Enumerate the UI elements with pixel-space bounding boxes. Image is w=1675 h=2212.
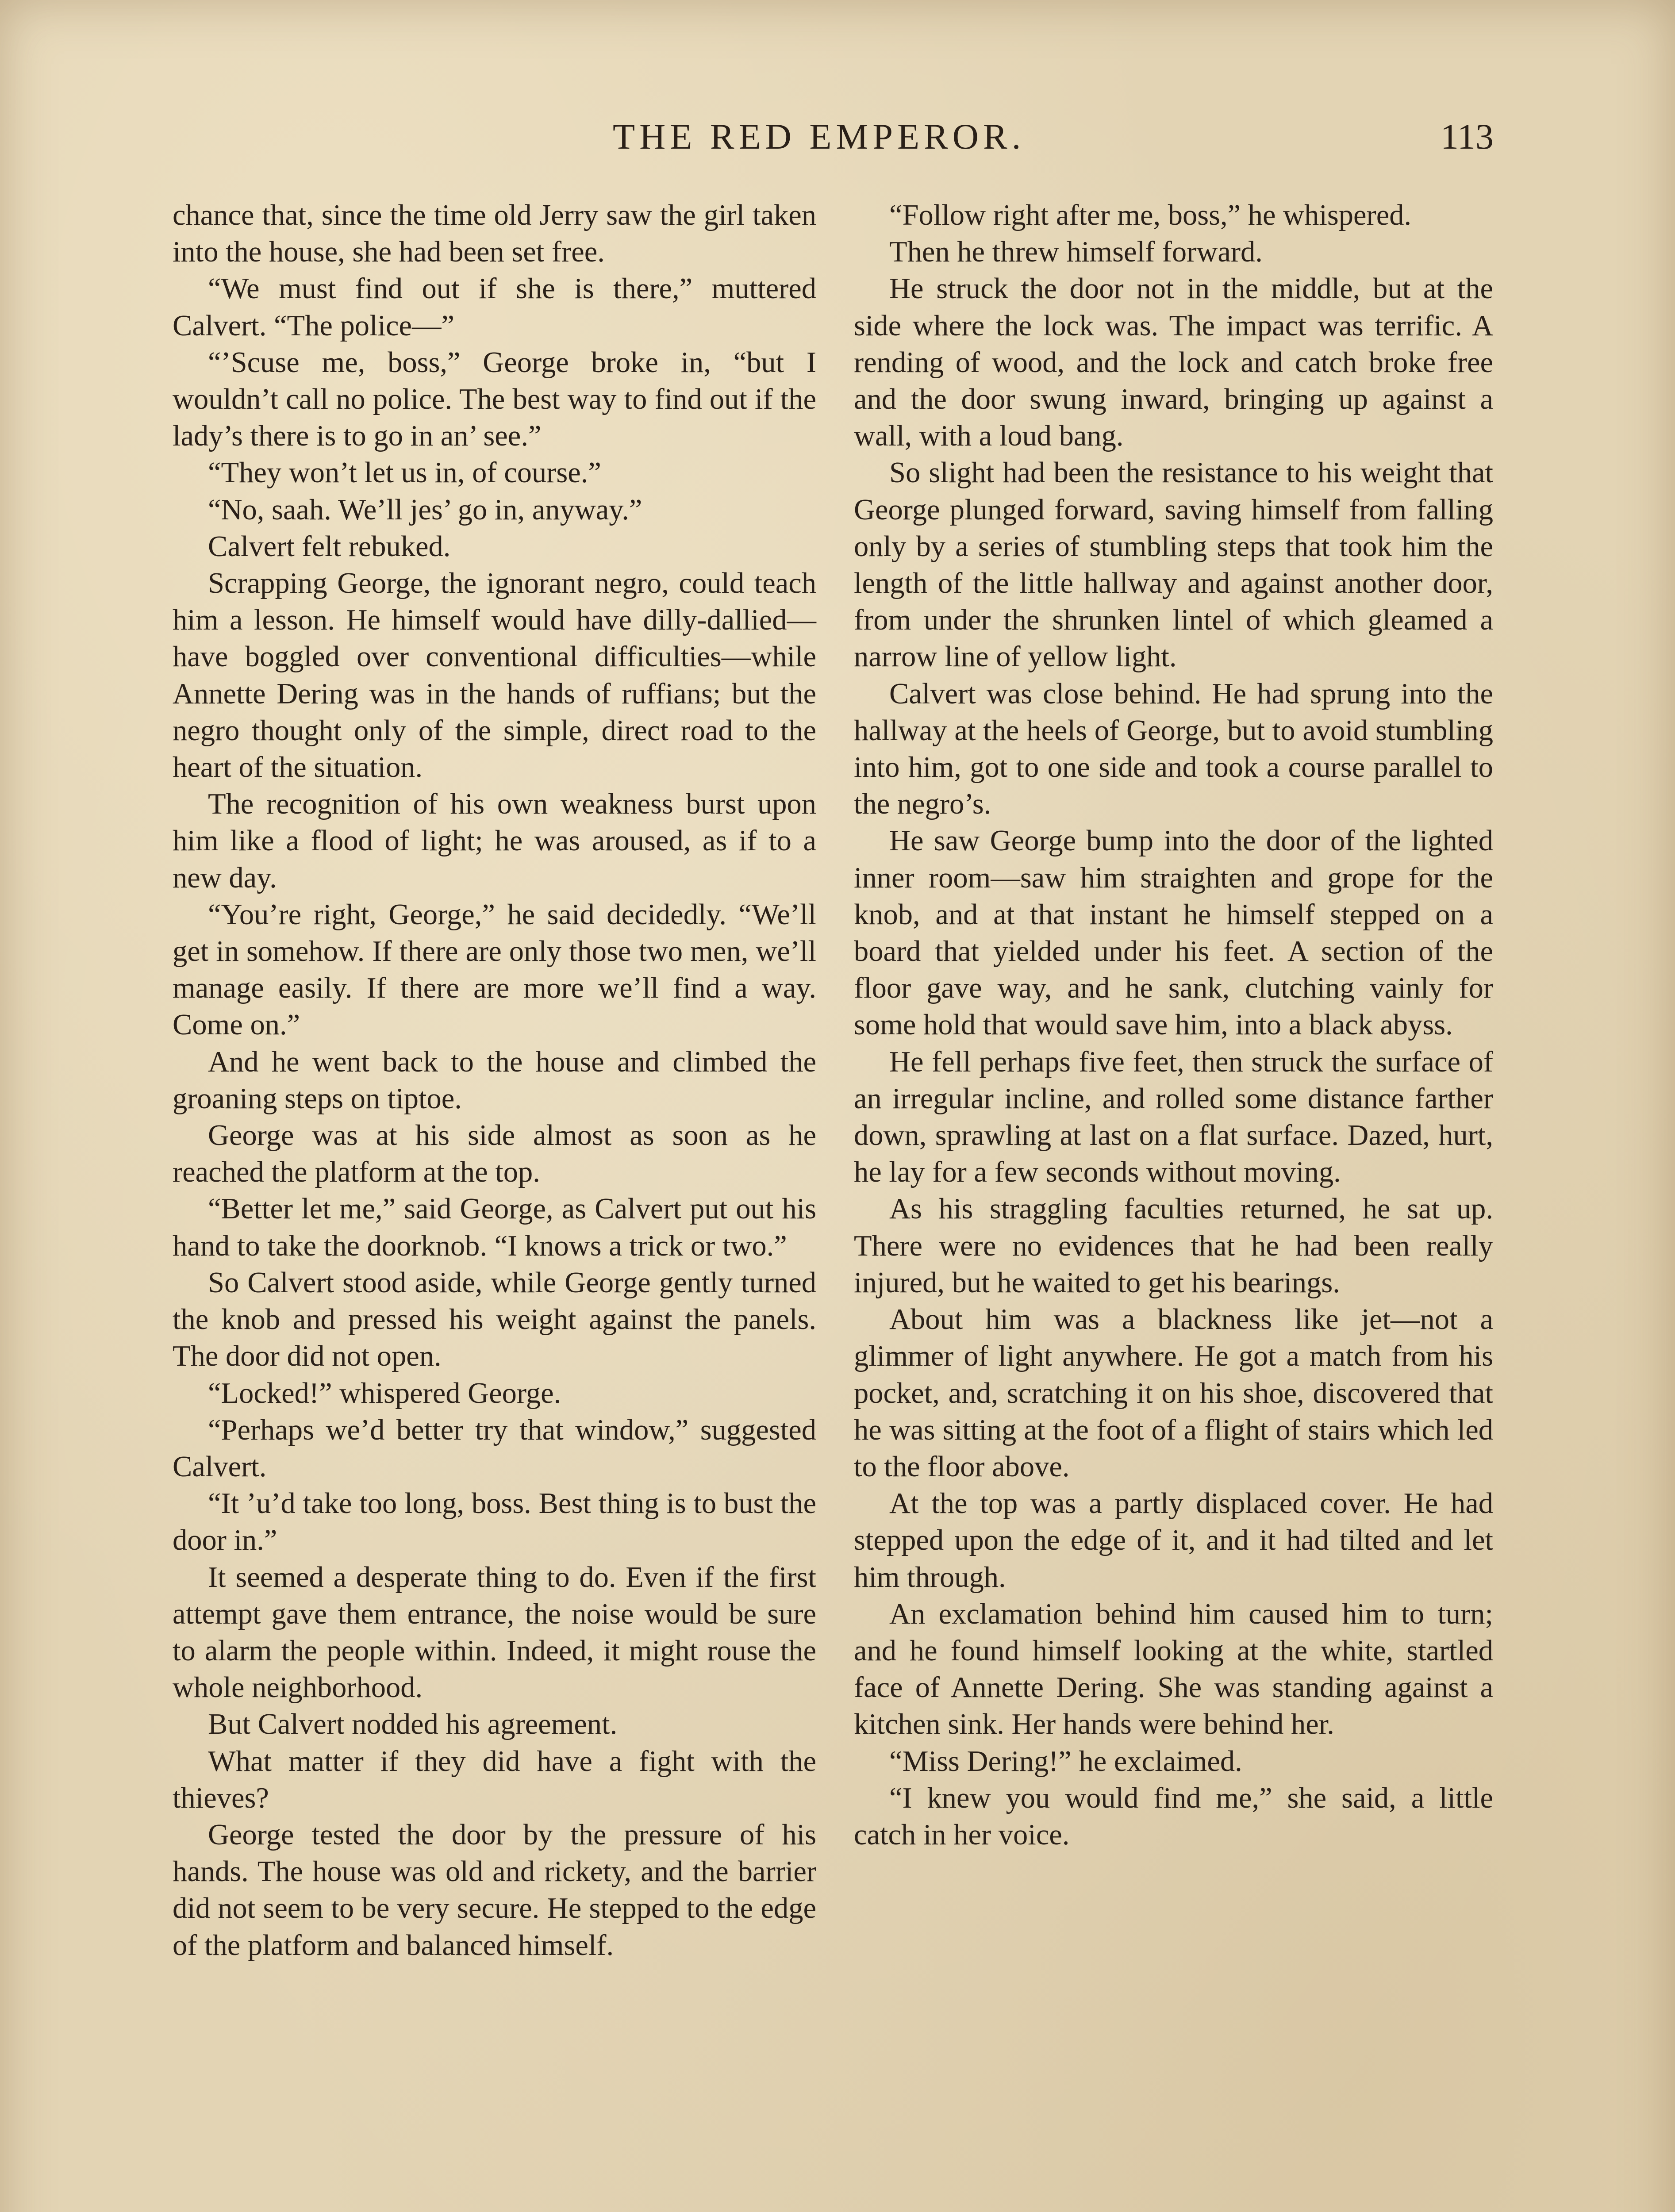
paragraph: chance that, since the time old Jerry saw the girl taken into the house, she had been set free. [173, 199, 816, 269]
paragraph: He fell perhaps five feet, then struck the surface of an irregular incline, and rolled some distance farther down, sprawling at last on a flat surface. Dazed, hurt, he lay for a few seconds without moving. [854, 1045, 1493, 1189]
paragraph: “Better let me,” said George, as Calvert put out his hand to take the doorknob. “I knows a trick or two.” [173, 1193, 816, 1262]
paragraph: But Calvert nodded his agreement. [208, 1708, 618, 1741]
right-text-column [854, 197, 1493, 1853]
paragraph: George was at his side almost as soon as he reached the platform at the top. [173, 1119, 816, 1189]
paragraph: So slight had been the resistance to his weight that George plunged forward, saving himself from falling only by a series of stumbling steps that took him the length of the little hallway and against another door, from under the shrunken lintel of which gleamed a narrow line of yellow light. [854, 457, 1493, 673]
paragraph: “Miss Dering!” he exclaimed. [889, 1745, 1242, 1778]
paragraph: And he went back to the house and climbed the groaning steps on tiptoe. [173, 1045, 816, 1115]
paragraph: The recognition of his own weakness burst upon him like a flood of light; he was aroused, as if to a new day. [173, 788, 816, 894]
paragraph: “They won’t let us in, of course.” [208, 457, 601, 489]
paragraph: Calvert was close behind. He had sprung into the hallway at the heels of George, but to avoid stumbling into him, got to one side and took a course parallel to the negro’s. [854, 677, 1493, 821]
paragraph: “Locked!” whispered George. [208, 1377, 561, 1409]
paragraph: “It ’u’d take too long, boss. Best thing is to bust the door in.” [173, 1487, 816, 1557]
paragraph: “No, saah. We’ll jes’ go in, anyway.” [208, 493, 642, 526]
running-title: THE RED EMPEROR. [613, 116, 1026, 157]
paragraph: About him was a blackness like jet—not a glimmer of light anywhere. He got a match from his pocket, and, scratching it on his shoe, discovered that he was sitting at the foot of a flight of stairs which led to the floor above. [854, 1303, 1493, 1483]
paragraph: Scrapping George, the ignorant negro, could teach him a lesson. He himself would have dilly-dallied—have boggled over conventional difficulties—while Annette Dering was in the hands of ruffians; but the negro thought only of the simple, direct road to the heart of the situation. [173, 567, 816, 784]
paragraph: “You’re right, George,” he said decidedly. “We’ll get in somehow. If there are only those two men, we’ll manage easily. If there are more we’ll find a way. Come on.” [173, 898, 816, 1041]
paragraph: He saw George bump into the door of the lighted inner room—saw him straighten and grope for the knob, and at that instant he himself stepped on a board that yielded under his feet. A section of the floor gave way, and he sank, clutching vainly for some hold that would save him, into a black abyss. [854, 825, 1493, 1041]
paragraph: Then he threw himself forward. [889, 236, 1263, 269]
paragraph: “Follow right after me, boss,” he whispered. [889, 199, 1412, 231]
paragraph: George tested the door by the pressure of his hands. The house was old and rickety, and the barrier did not seem to be very secure. He stepped to the edge of the platform and balanced himself. [173, 1818, 816, 1962]
paragraph: An exclamation behind him caused him to turn; and he found himself looking at the white, startled face of Annette Dering. She was standing against a kitchen sink. Her hands were behind her. [854, 1598, 1493, 1741]
page-header [0, 116, 1675, 160]
paragraph: It seemed a desperate thing to do. Even if the first attempt gave them entrance, the noise would be sure to alarm the people within. Indeed, it might rouse the whole neighborhood. [173, 1561, 816, 1704]
paragraph: As his straggling faculties returned, he sat up. There were no evidences that he had been really injured, but he waited to get his bearings. [854, 1193, 1493, 1299]
page-number: 113 [1441, 116, 1494, 157]
left-text-column [173, 197, 816, 1964]
paragraph: Calvert felt rebuked. [208, 530, 451, 563]
paragraph: At the top was a partly displaced cover. He had stepped upon the edge of it, and it had tilted and let him through. [854, 1487, 1493, 1594]
paragraph: “I knew you would find me,” she said, a little catch in her voice. [854, 1782, 1493, 1851]
paragraph: “’Scuse me, boss,” George broke in, “but I wouldn’t call no police. The best way to find out if the lady’s there is to go in an’ see.” [173, 346, 816, 453]
paragraph: So Calvert stood aside, while George gently turned the knob and pressed his weight against the panels. The door did not open. [173, 1266, 816, 1373]
paragraph: What matter if they did have a fight with the thieves? [173, 1745, 816, 1814]
paragraph: He struck the door not in the middle, but at the side where the lock was. The impact was terrific. A rending of wood, and the lock and catch broke free and the door swung inward, bringing up against a wall, with a loud bang. [854, 273, 1493, 453]
paragraph: “We must find out if she is there,” muttered Calvert. “The police—” [173, 273, 816, 342]
paragraph: “Perhaps we’d better try that window,” suggested Calvert. [173, 1413, 816, 1483]
